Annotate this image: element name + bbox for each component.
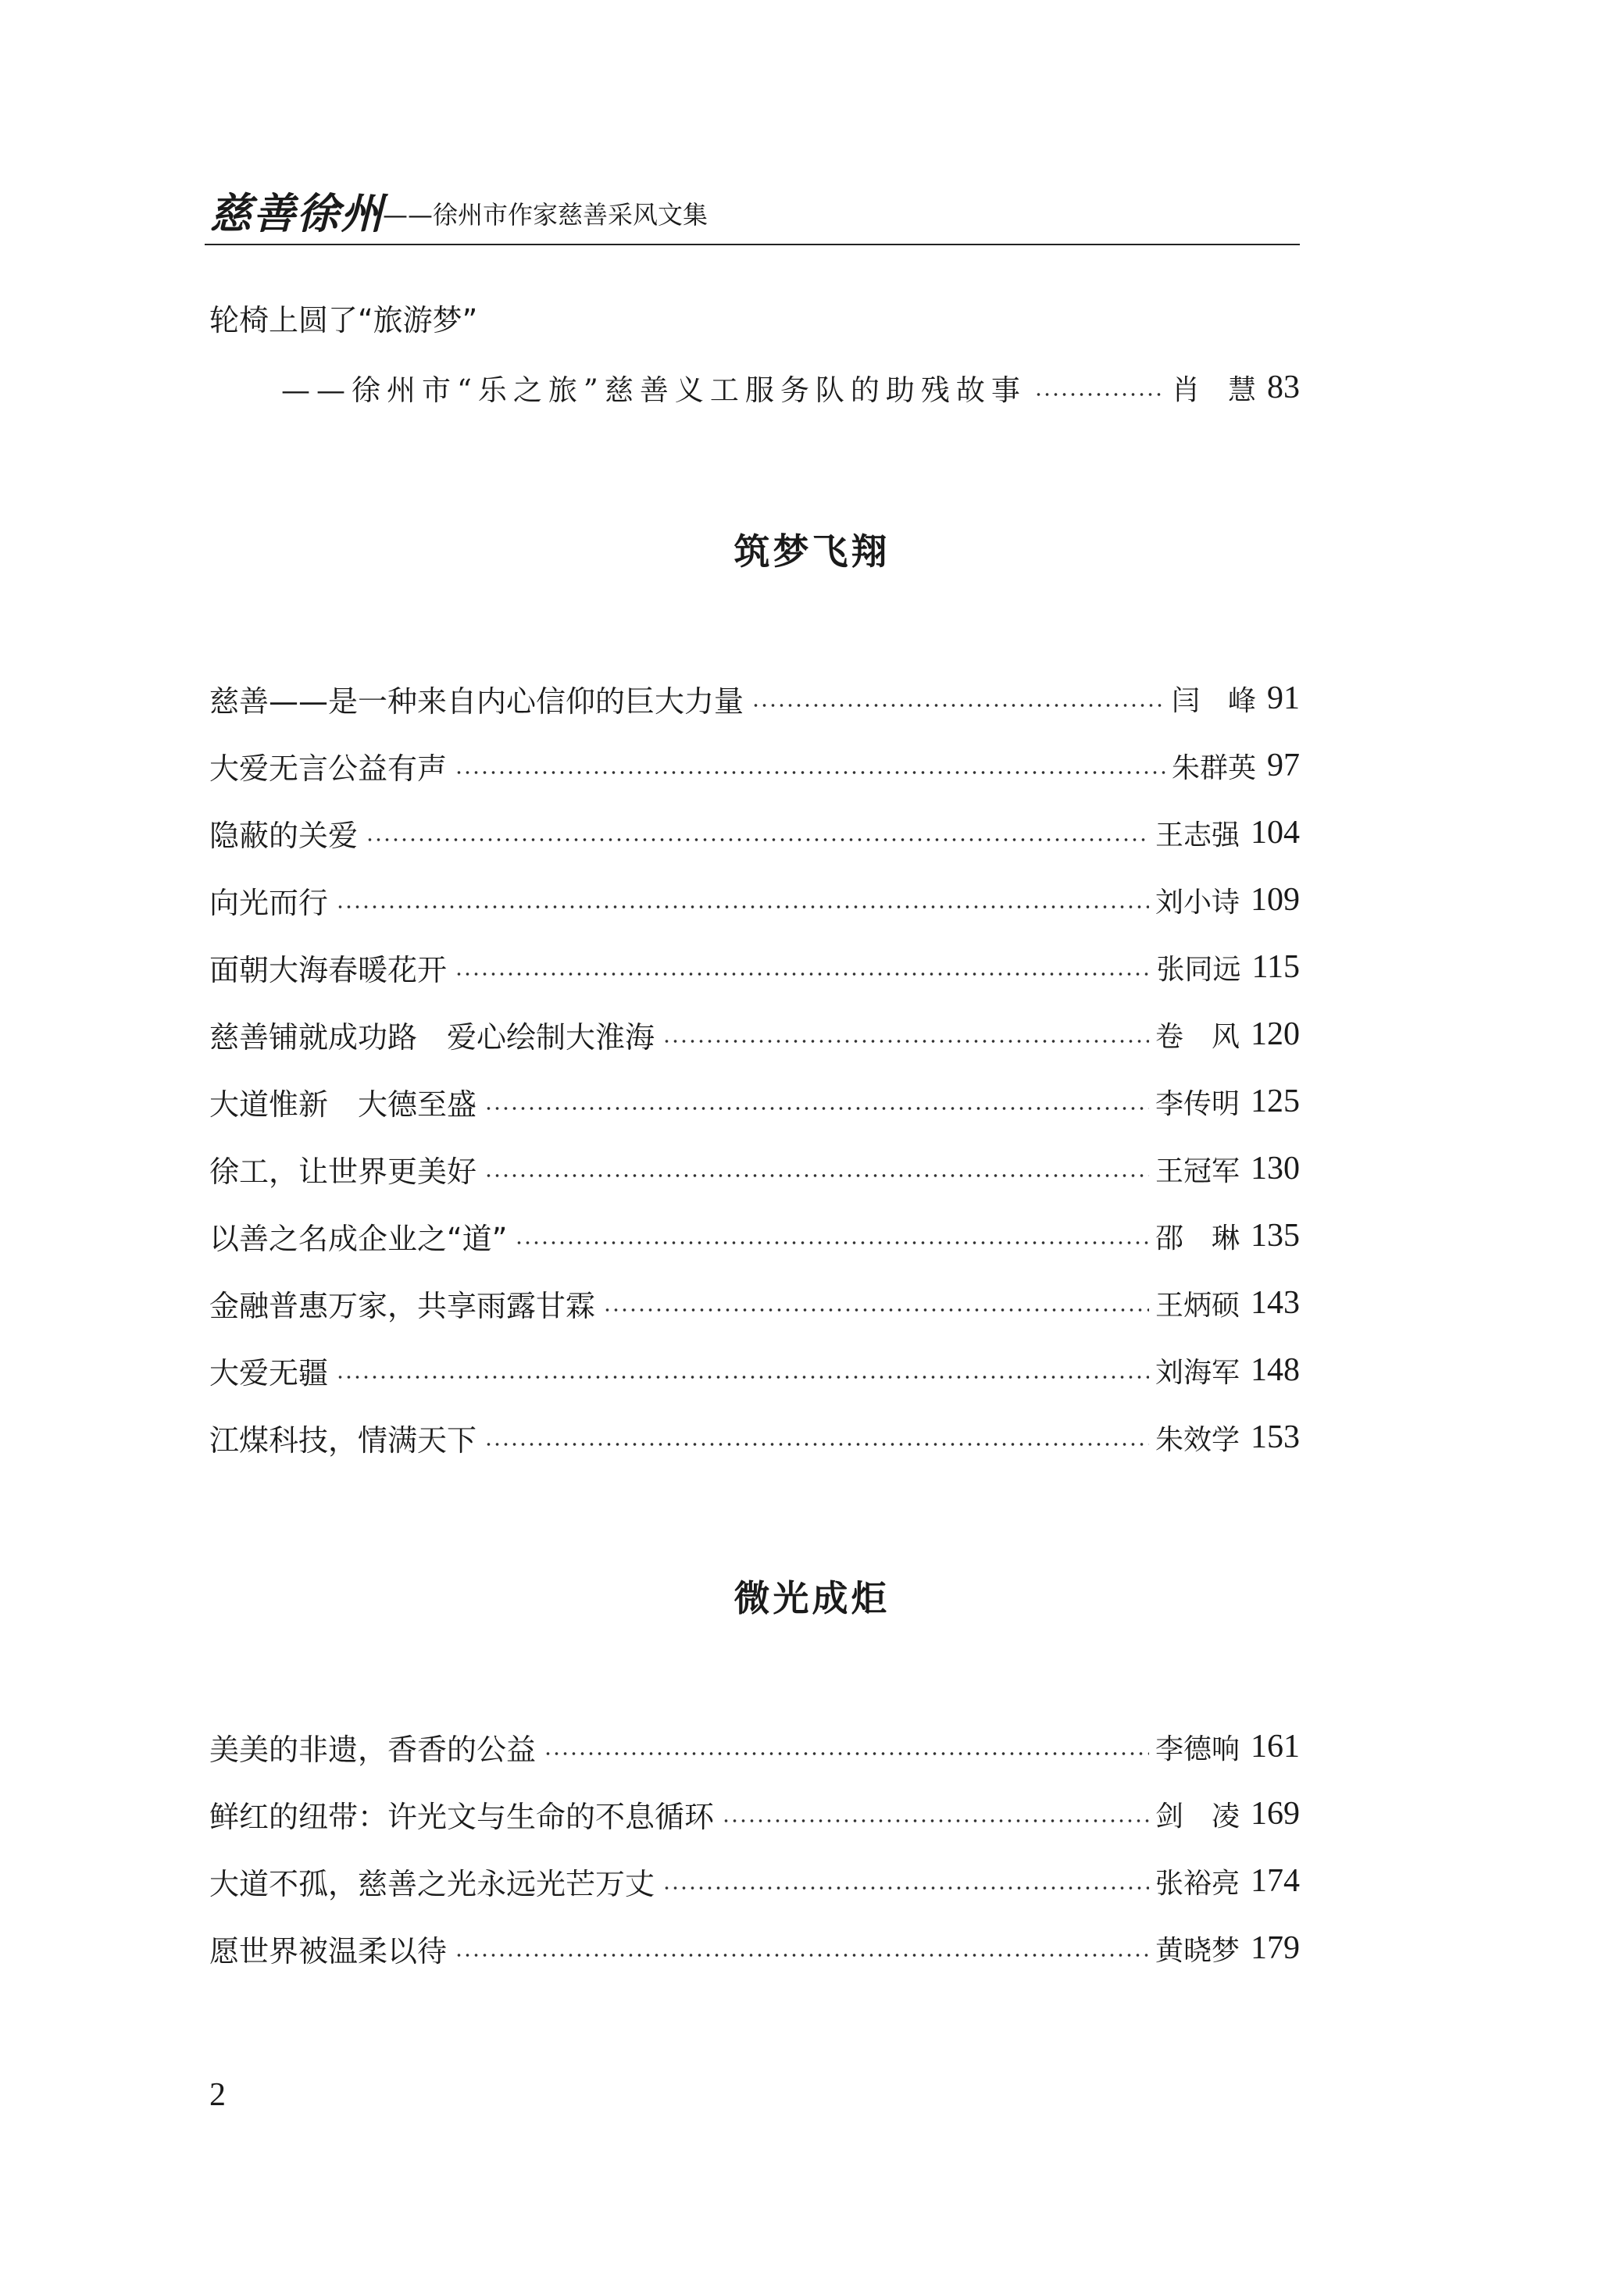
- dot-leader: [1034, 393, 1165, 396]
- toc-entry[interactable]: [209, 809, 1300, 856]
- toc-entry-author: 张同远: [1156, 953, 1241, 986]
- dot-leader: [484, 1174, 1149, 1177]
- toc-entry-title: 向光而行: [209, 885, 329, 920]
- toc-entry-title: 轮椅上圆了“旅游梦”: [209, 302, 478, 337]
- toc-entry-title: 慈善——是一种来自内心信仰的巨大力量: [209, 683, 744, 719]
- toc-entry[interactable]: [209, 742, 1300, 789]
- toc-entry-page: 91: [1267, 680, 1300, 716]
- toc-entry-author: 张裕亮: [1155, 1867, 1240, 1900]
- toc-entry-author: 卷 风: [1155, 1020, 1240, 1053]
- toc-entry[interactable]: [209, 1011, 1300, 1058]
- toc-entry-author: 李德响: [1155, 1733, 1240, 1765]
- dot-leader: [662, 1040, 1149, 1043]
- dot-leader: [336, 905, 1149, 908]
- dot-leader: [455, 771, 1165, 774]
- toc-entry-title-line[interactable]: [209, 294, 1300, 341]
- toc-entry-page: 179: [1251, 1930, 1300, 1966]
- toc-entry-author: 邵 琳: [1155, 1222, 1240, 1255]
- toc-entry[interactable]: [209, 1925, 1300, 1972]
- toc-entry[interactable]: [281, 364, 1300, 411]
- dot-leader: [366, 838, 1149, 841]
- dot-leader: [484, 1443, 1149, 1446]
- toc-entry-page: 97: [1267, 748, 1300, 783]
- toc-entry-page: 125: [1251, 1083, 1300, 1119]
- toc-entry-author: 王冠军: [1155, 1155, 1240, 1187]
- toc-entry-author: 刘海军: [1155, 1356, 1240, 1389]
- toc-entry-author: 肖 慧: [1171, 373, 1256, 406]
- toc-entry-page: 115: [1251, 949, 1300, 985]
- toc-entry[interactable]: [209, 1347, 1300, 1394]
- toc-entry-title: 以善之名成企业之“道”: [209, 1221, 508, 1256]
- toc-entry[interactable]: [209, 1858, 1300, 1904]
- toc-entry-page: 135: [1251, 1218, 1300, 1254]
- toc-entry[interactable]: [209, 1414, 1300, 1461]
- book-subtitle: ——徐州市作家慈善采风文集: [383, 200, 708, 230]
- toc-entry-author: 朱效学: [1155, 1423, 1240, 1456]
- toc-entry[interactable]: [209, 1078, 1300, 1125]
- dot-leader: [603, 1308, 1149, 1312]
- toc-entry-title: 大爱无疆: [209, 1355, 329, 1390]
- toc-entry[interactable]: [209, 1723, 1300, 1770]
- toc-entry-title: 鲜红的纽带：许光文与生命的不息循环: [209, 1799, 715, 1834]
- dot-leader: [751, 704, 1165, 707]
- section-heading: 微光成炬: [733, 1577, 891, 1619]
- toc-entry-title: 美美的非遗，香香的公益: [209, 1732, 537, 1767]
- dot-leader: [662, 1886, 1149, 1890]
- toc-entry-author: 李传明: [1155, 1087, 1240, 1120]
- toc-entry-title: 大爱无言公益有声: [209, 751, 448, 786]
- header-divider: [205, 244, 1300, 245]
- toc-entry-title: 愿世界被温柔以待: [209, 1933, 448, 1968]
- toc-entry-title: 大道惟新 大德至盛: [209, 1087, 477, 1122]
- toc-entry-page: 109: [1251, 882, 1300, 918]
- toc-entry-page: 148: [1251, 1352, 1300, 1388]
- dot-leader: [336, 1376, 1149, 1379]
- toc-entry[interactable]: [209, 1280, 1300, 1326]
- dot-leader: [455, 973, 1151, 976]
- toc-entry-author: 剑 凌: [1155, 1800, 1240, 1833]
- toc-entry[interactable]: [209, 876, 1300, 923]
- toc-entry-title: 徐工，让世界更美好: [209, 1154, 477, 1189]
- toc-entry[interactable]: [209, 1790, 1300, 1837]
- toc-entry-title: 隐蔽的关爱: [209, 818, 359, 853]
- toc-entry-page: 174: [1251, 1863, 1300, 1899]
- toc-entry[interactable]: [209, 1212, 1300, 1259]
- toc-entry-page: 83: [1267, 369, 1300, 405]
- toc-entry-author: 王炳硕: [1155, 1289, 1240, 1322]
- toc-entry-author: 黄晓梦: [1155, 1934, 1240, 1967]
- toc-entry-page: 153: [1251, 1419, 1300, 1455]
- toc-entry-author: 闫 峰: [1171, 684, 1256, 717]
- dot-leader: [722, 1819, 1149, 1822]
- toc-entry[interactable]: [209, 944, 1300, 990]
- toc-entry-author: 刘小诗: [1155, 886, 1240, 919]
- section-heading: 筑梦飞翔: [733, 530, 891, 573]
- toc-entry-subtitle: ——徐州市“乐之旅”慈善义工服务队的助残故事: [281, 373, 1026, 407]
- toc-entry-page: 104: [1251, 815, 1300, 851]
- toc-entry-author: 王志强: [1155, 819, 1240, 851]
- toc-entry-page: 130: [1251, 1151, 1300, 1187]
- page-number: 2: [209, 2077, 226, 2113]
- running-header: [209, 187, 1300, 244]
- toc-entry[interactable]: [209, 675, 1300, 722]
- toc-entry-page: 143: [1251, 1285, 1300, 1321]
- toc-entry-page: 169: [1251, 1796, 1300, 1832]
- toc-entry-title: 慈善铺就成功路 爱心绘制大淮海: [209, 1019, 655, 1055]
- toc-entry-author: 朱群英: [1171, 751, 1256, 784]
- toc-entry-page: 161: [1251, 1729, 1300, 1765]
- toc-entry-title: 面朝大海春暖花开: [209, 952, 448, 987]
- toc-entry-title: 大道不孤，慈善之光永远光芒万丈: [209, 1866, 655, 1901]
- toc-entry-title: 江煤科技，情满天下: [209, 1422, 477, 1458]
- dot-leader: [544, 1752, 1149, 1755]
- dot-leader: [515, 1241, 1149, 1244]
- toc-entry-page: 120: [1251, 1016, 1300, 1052]
- dot-leader: [455, 1954, 1149, 1957]
- dot-leader: [484, 1107, 1149, 1110]
- toc-entry-title: 金融普惠万家，共享雨露甘霖: [209, 1288, 596, 1323]
- toc-entry[interactable]: [209, 1145, 1300, 1192]
- book-logo: 慈善徐州: [209, 188, 384, 238]
